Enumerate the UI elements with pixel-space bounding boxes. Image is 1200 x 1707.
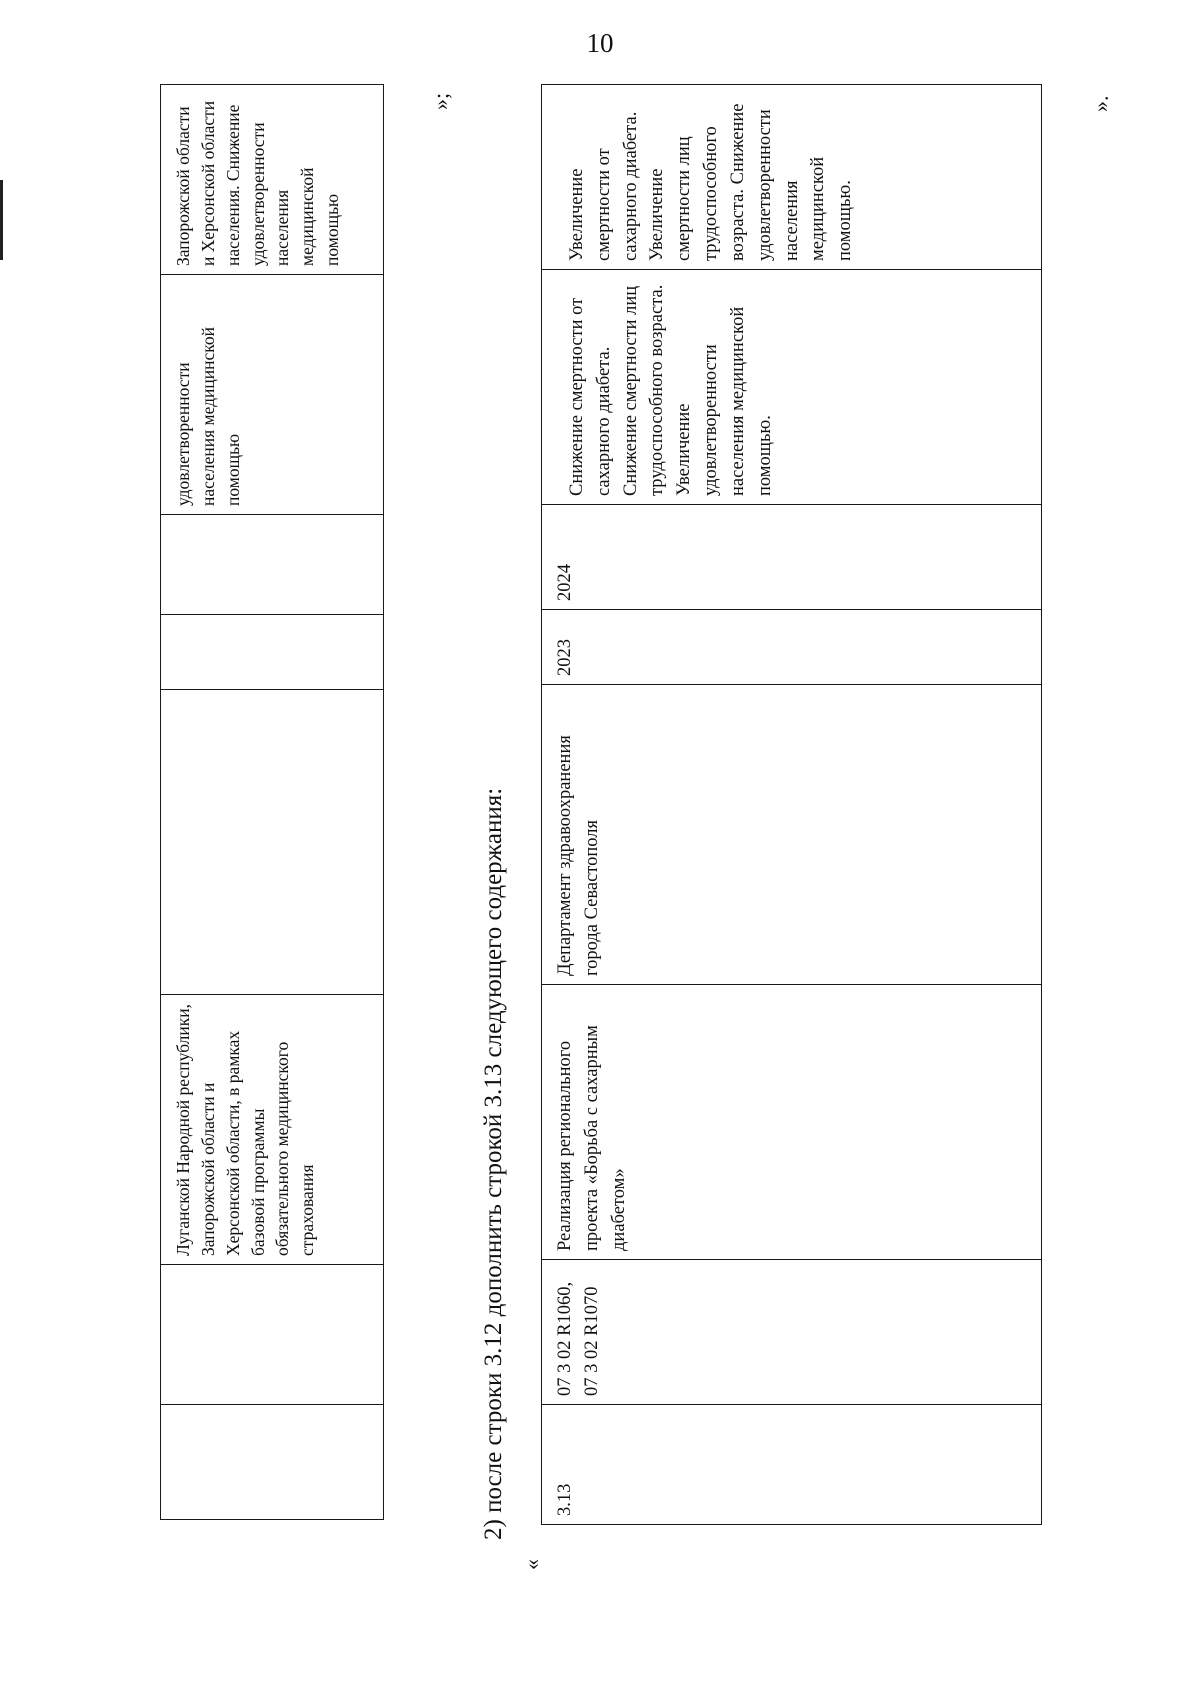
continued-table — [160, 85, 384, 1520]
upper-cell-executor — [161, 690, 384, 995]
closing-quote-lower: ». — [1088, 95, 1113, 112]
page-edge-mark — [0, 180, 3, 260]
upper-cell-result: удовлетворенности населения медицинской помощью — [161, 275, 384, 515]
row-end-year: 2024 — [542, 505, 1042, 610]
page-number: 10 — [586, 28, 614, 58]
row-name: Реализация регионального проекта «Борьба с сахарным диабетом» — [542, 985, 1042, 1260]
upper-cell-start — [161, 615, 384, 690]
upper-cell-number — [161, 1405, 384, 1520]
row-executor: Департамент здравоохранения города Севастополя — [542, 685, 1042, 985]
row-start-year: 2023 — [542, 610, 1042, 685]
upper-cell-name: Луганской Народной республики, Запорожской области и Херсонской области, в рамках базовой программы обязательного медицинского страхования — [161, 995, 384, 1265]
new-row-table — [541, 85, 1042, 1525]
upper-cell-consequences: Запорожской области и Херсонской области населения. Снижение удовлетворенности населения медицинской помощью — [161, 85, 384, 275]
row-code: 07 3 02 R1060, 07 3 02 R1070 — [542, 1260, 1042, 1405]
row-expected-result: Снижение смертности от сахарного диабета. Снижение смертности лиц трудоспособного возраста. Увеличение удовлетворенности населения медицинской помощью. — [542, 270, 1042, 505]
row-number: 3.13 — [542, 1405, 1042, 1525]
upper-cell-end — [161, 515, 384, 615]
upper-cell-code — [161, 1265, 384, 1405]
instruction-text: 2) после строки 3.12 дополнить строкой 3.13 следующего содержания: — [480, 787, 507, 1540]
closing-quote-upper: »; — [428, 92, 453, 110]
opening-quote-lower: « — [519, 1559, 544, 1570]
row-consequences: Увеличение смертности от сахарного диабета. Увеличение смертности лиц трудоспособного возраста. Снижение удовлетворенности населения медицинской помощью. — [542, 85, 1042, 270]
